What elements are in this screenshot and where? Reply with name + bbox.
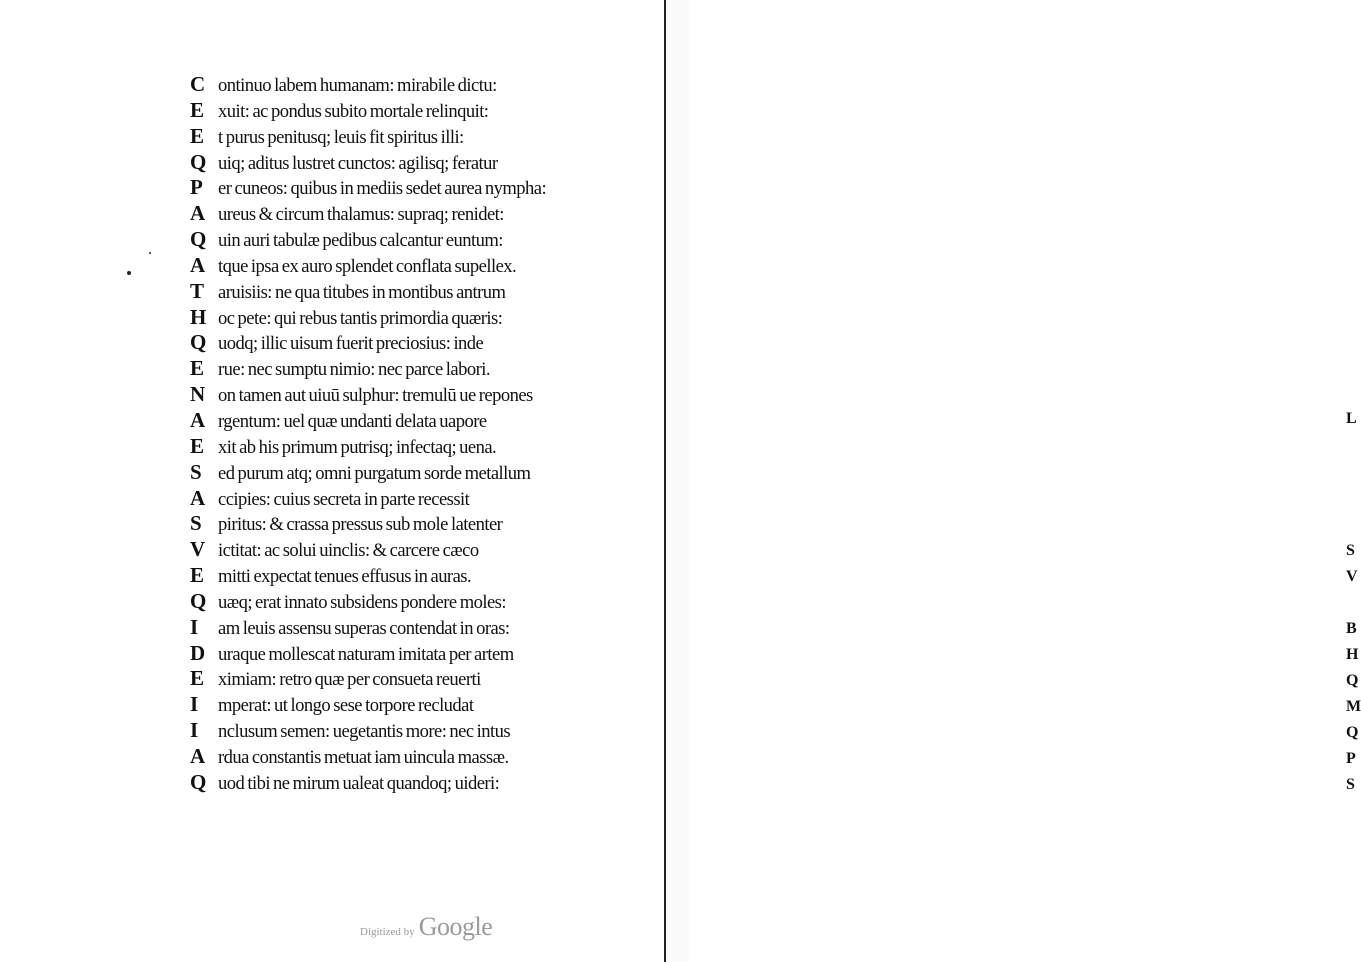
verse-initial: I [190,718,198,743]
verse-initial: A [190,252,205,277]
verse-initial: E [190,563,204,588]
verse-line [190,227,660,253]
verse-initial: A [190,201,205,226]
verse-line [190,770,660,796]
verse-initial: D [190,640,205,665]
verse-line [190,305,660,331]
verse-line [190,537,660,563]
facing-page-letter: M [1346,698,1361,715]
verse-text: aruisiis: ne qua titubes in montibus antrum [218,281,506,303]
verse-line [190,408,660,434]
facing-page-letter: B [1346,620,1357,637]
verse-text: on tamen aut uiuū sulphur: tremulū ue repones [218,385,533,407]
verse-text: ccipies: cuius secreta in parte recessit [218,488,470,510]
google-logo: Google [418,912,493,941]
verse-line [190,589,660,615]
facing-page-letter: Q [1346,672,1359,689]
verse-line [190,356,660,382]
verse-text: rue: nec sumptu nimio: nec parce labori. [218,359,490,381]
verse-initial: Q [190,769,206,794]
verse-text: ximiam: retro quæ per consueta reuerti [218,669,481,691]
verse-line [190,98,660,124]
verse-text: oc pete: qui rebus tantis primordia quæris: [218,307,503,329]
verse-text: uraque mollescat naturam imitata per artem [218,643,514,665]
verse-initial: S [190,511,202,536]
verse-initial: N [190,382,205,407]
facing-page-letter: L [1346,410,1357,427]
verse-line [190,486,660,512]
page-edge [664,0,666,962]
verse-line [190,150,660,176]
verse-text: rdua constantis metuat iam uincula massæ. [218,746,509,768]
verse-initial: Q [190,588,206,613]
verse-line [190,175,660,201]
verse-line [190,434,660,460]
ink-speck [149,252,151,254]
verse-text: uodq; illic uisum fuerit preciosius: inde [218,333,484,355]
verse-initial: E [190,666,204,691]
verse-line [190,641,660,667]
verse-line [190,666,660,692]
verse-initial: I [190,614,198,639]
verse-line [190,201,660,227]
verse-initial: I [190,692,198,717]
verse-line [190,330,660,356]
verse-text: ictitat: ac solui uinclis: & carcere cæco [218,540,479,562]
verse-text: uod tibi ne mirum ualeat quandoq; uideri: [218,772,500,794]
verse-line [190,563,660,589]
verse-initial: C [190,72,205,96]
verse-text: uiq; aditus lustret cunctos: agilisq; feratur [218,152,498,174]
verse-initial: E [190,433,204,458]
verse-text: mperat: ut longo sese torpore recludat [218,695,474,717]
verse-text: er cuneos: quibus in mediis sedet aurea nympha: [218,178,547,200]
verse-text: piritus: & crassa pressus sub mole latenter [218,514,503,536]
facing-page-letter: H [1346,646,1359,663]
verse-line [190,615,660,641]
verse-initial: A [190,485,205,510]
verse-text: rgentum: uel quæ undanti delata uapore [218,410,487,432]
verse-text: xuit: ac pondus subito mortale relinquit: [218,100,489,122]
verse-line [190,253,660,279]
verse-initial: E [190,123,204,148]
verse-line [190,692,660,718]
verse-line [190,124,660,150]
verse-initial: V [190,537,205,562]
verse-line [190,511,660,537]
verse-initial: H [190,304,206,329]
verse-initial: Q [190,330,206,355]
verse-text: uin auri tabulæ pedibus calcantur euntum: [218,230,503,252]
verse-text: xit ab his primum putrisq; infectaq; uena. [218,436,497,458]
verse-initial: Q [190,149,206,174]
verse-text: nclusum semen: uegetantis more: nec intus [218,721,511,743]
verse-text: am leuis assensu superas contendat in oras: [218,617,510,639]
verse-initial: S [190,459,202,484]
facing-page-letter: Q [1346,724,1359,741]
verse-initial: T [190,278,204,303]
facing-page-letter: S [1346,776,1355,793]
facing-page-letter: S [1346,542,1355,559]
verse-line [190,279,660,305]
verse-block [190,72,660,796]
verse-line [190,718,660,744]
verse-initial: Q [190,227,206,252]
verse-initial: E [190,97,204,122]
verse-initial: E [190,356,204,381]
digitized-by-google-watermark [360,912,492,942]
verse-text: tque ipsa ex auro splendet conflata supellex. [218,255,517,277]
facing-page-letter: P [1346,750,1356,767]
verse-text: ontinuo labem humanam: mirabile dictu: [218,75,497,96]
verse-text: t purus penitusq; leuis fit spiritus illi: [218,126,464,148]
verse-text: uæq; erat innato subsidens pondere moles: [218,591,506,613]
verse-text: ureus & circum thalamus: supraq; renidet: [218,204,504,226]
ink-speck [127,271,131,275]
verse-line [190,460,660,486]
digitized-by-label: Digitized by [360,926,415,938]
verse-initial: A [190,407,205,432]
verse-text: ed purum atq; omni purgatum sorde metallum [218,462,531,484]
facing-page-letter: V [1346,568,1358,585]
verse-initial: A [190,743,205,768]
facing-page-margin [666,0,1361,962]
verse-line [190,382,660,408]
verse-initial: P [190,175,203,200]
verse-text: mitti expectat tenues effusus in auras. [218,566,472,588]
verse-line [190,744,660,770]
verse-line [190,72,660,98]
